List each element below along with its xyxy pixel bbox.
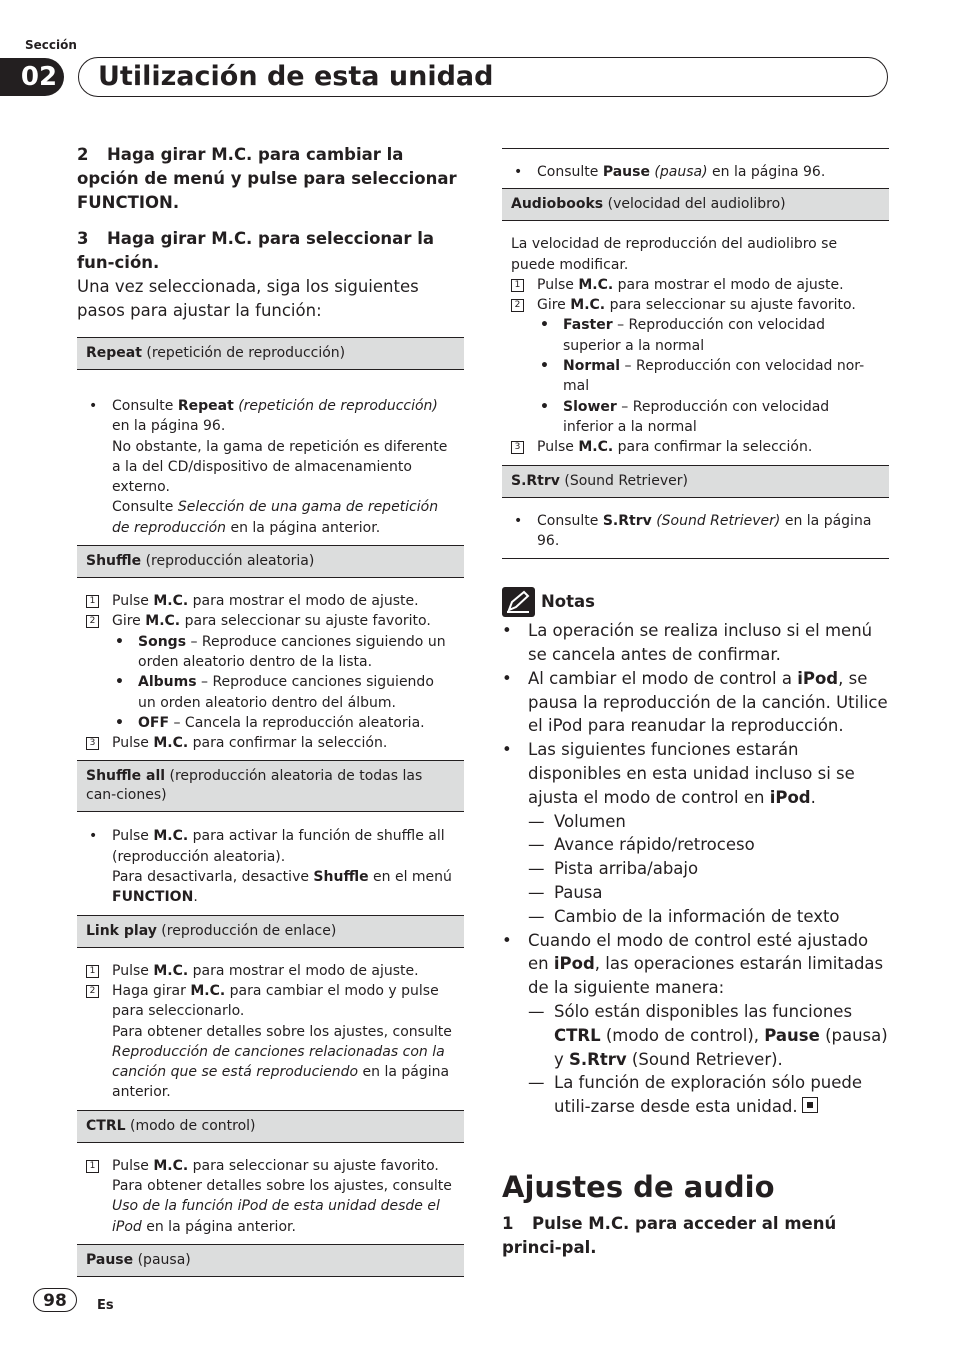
- pause-body: [502, 148, 889, 189]
- right-column: [502, 148, 889, 1260]
- list-item: 3 Pulse M.C. para confirmar la selección.: [86, 733, 455, 753]
- notes-list: [502, 619, 889, 1119]
- list-item: • OFF – Cancela la reproducción aleatoria.: [86, 713, 455, 733]
- left-column: [77, 143, 464, 1277]
- list-item: • Consulte S.Rtrv (Sound Retriever) en la página 96.: [511, 511, 880, 552]
- audiobooks-header: Audiobooks (velocidad del audiolibro): [502, 189, 889, 221]
- list-item: • Slower – Reproducción con velocidad inferior a la normal: [511, 397, 880, 438]
- audiobooks-body: [502, 221, 889, 465]
- step-3-description: Una vez seleccionada, siga los siguientes pasos para ajustar la función:: [77, 277, 419, 320]
- list-item: 1 Pulse M.C. para mostrar el modo de ajuste.: [511, 275, 880, 295]
- list-item: — Volumen: [502, 810, 889, 834]
- list-item: 3 Pulse M.C. para confirmar la selección.: [511, 437, 880, 457]
- list-item: • Consulte Repeat (repetición de reproducción) en la página 96. No obstante, la gama de repetición es diferente a la del CD/dispositivo de almacenamiento externo. Consulte Selección de una gama de repetición de reproducción en la página anterior.: [86, 396, 455, 538]
- list-item: • Las siguientes funciones estarán disponibles en esta unidad incluso si se ajusta el modo de control en iPod.: [502, 738, 889, 809]
- link-play-header: Link play (reproducción de enlace): [77, 916, 464, 948]
- audiobooks-intro: La velocidad de reproducción del audiolibro se puede modificar.: [511, 236, 838, 273]
- pause-header: Pause (pausa): [77, 1245, 464, 1277]
- list-item: • Consulte Pause (pausa) en la página 96.: [511, 162, 880, 182]
- list-item: 2 Gire M.C. para seleccionar su ajuste favorito.: [511, 295, 880, 315]
- list-item: — Sólo están disponibles las funciones CTRL (modo de control), Pause (pausa) y S.Rtrv (Sound Retriever).: [502, 1000, 889, 1071]
- section-label: Sección: [25, 38, 77, 52]
- audio-step-1: 1 Pulse M.C. para acceder al menú princi-pal.: [502, 1213, 837, 1257]
- step-2: 2 Haga girar M.C. para cambiar la opción de menú y pulse para seleccionar FUNCTION.: [77, 145, 457, 212]
- link-play-body: [77, 948, 464, 1111]
- page-number: 98: [33, 1288, 77, 1312]
- list-item: • Songs – Reproduce canciones siguiendo un orden aleatorio dentro de la lista.: [86, 632, 455, 673]
- shuffle-header: Shuffle (reproducción aleatoria): [77, 546, 464, 578]
- shuffle-body: [77, 578, 464, 761]
- list-item: 1 Pulse M.C. para seleccionar su ajuste favorito. Para obtener detalles sobre los ajustes, consulte Uso de la función iPod de esta unidad desde el iPod en la página anterior.: [86, 1156, 455, 1237]
- srtrv-body: [502, 498, 889, 560]
- notes-heading: Notas: [502, 587, 889, 619]
- list-item: — La función de exploración sólo puede utili-zarse desde esta unidad.: [502, 1071, 889, 1119]
- list-item: 1 Pulse M.C. para mostrar el modo de ajuste.: [86, 961, 455, 981]
- list-item: 2 Haga girar M.C. para cambiar el modo y pulse para seleccionarlo. Para obtener detalles sobre los ajustes, consulte Reproducción de canciones relacionadas con la canción que se está reproduciendo en la página anterior.: [86, 981, 455, 1103]
- list-item: • Albums – Reproduce canciones siguiendo un orden aleatorio dentro del álbum.: [86, 672, 455, 713]
- shuffle-all-body: [77, 812, 464, 915]
- list-item: • Pulse M.C. para activar la función de shuffle all (reproducción aleatoria). Para desactivarla, desactive Shuffle en el menú FUNCTION.: [86, 826, 455, 907]
- list-item: — Avance rápido/retroceso: [502, 833, 889, 857]
- ctrl-body: [77, 1143, 464, 1245]
- section-number-badge: 02: [0, 58, 64, 96]
- list-item: • Cuando el modo de control esté ajustado en iPod, las operaciones estarán limitadas de la siguiente manera:: [502, 929, 889, 1000]
- list-item: 2 Gire M.C. para seleccionar su ajuste favorito.: [86, 611, 455, 631]
- page-title: Utilización de esta unidad: [98, 61, 494, 92]
- list-item: — Pista arriba/abajo: [502, 857, 889, 881]
- list-item: • Normal – Reproducción con velocidad nor-mal: [511, 356, 880, 397]
- list-item: 1 Pulse M.C. para mostrar el modo de ajuste.: [86, 591, 455, 611]
- shuffle-all-header: Shuffle all (reproducción aleatoria de todas las can-ciones): [77, 761, 464, 812]
- step-3: 3 Haga girar M.C. para seleccionar la fun-ción.: [77, 229, 434, 272]
- srtrv-header: S.Rtrv (Sound Retriever): [502, 466, 889, 498]
- ctrl-header: CTRL (modo de control): [77, 1111, 464, 1143]
- repeat-body: [77, 370, 464, 546]
- list-item: • Faster – Reproducción con velocidad superior a la normal: [511, 315, 880, 356]
- list-item: — Pausa: [502, 881, 889, 905]
- list-item: — Cambio de la información de texto: [502, 905, 889, 929]
- audio-section-heading: Ajustes de audio: [502, 1169, 775, 1204]
- end-of-section-icon: [802, 1097, 818, 1113]
- language-code: Es: [97, 1298, 114, 1313]
- list-item: • La operación se realiza incluso si el menú se cancela antes de confirmar.: [502, 619, 889, 667]
- list-item: • Al cambiar el modo de control a iPod, se pausa la reproducción de la canción. Utilice el iPod para reanudar la reproducción.: [502, 667, 889, 738]
- pencil-note-icon: [502, 587, 535, 617]
- repeat-header: Repeat (repetición de reproducción): [77, 337, 464, 370]
